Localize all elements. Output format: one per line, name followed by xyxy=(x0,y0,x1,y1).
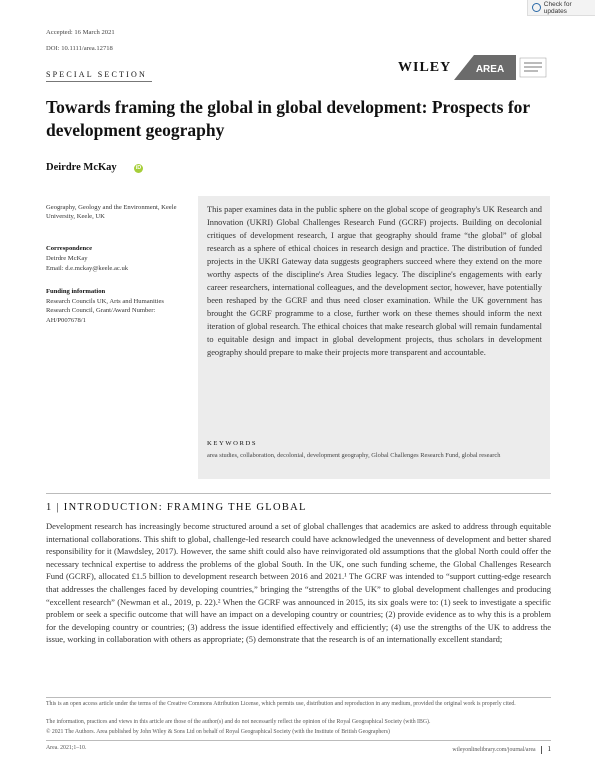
footer-separator xyxy=(541,746,542,754)
orcid-icon[interactable]: iD xyxy=(135,165,142,171)
correspondence-email[interactable]: Email: d.e.mckay@keele.ac.uk xyxy=(46,265,129,272)
doi[interactable]: DOI: 10.1111/area.12718 xyxy=(46,45,113,52)
crossmark-icon xyxy=(532,3,541,12)
footnote-rule xyxy=(46,697,551,698)
check-for-updates-badge[interactable] xyxy=(527,0,595,16)
article-title: Towards framing the global in global development: Prospects for development geography xyxy=(46,97,530,140)
check-updates-label: Check for updates xyxy=(543,0,572,15)
section-rule xyxy=(46,81,152,82)
journal-citation: Area. 2021;1–10. xyxy=(46,745,87,751)
section-heading: 1 | INTRODUCTION: FRAMING THE GLOBAL xyxy=(46,502,307,513)
footer-right xyxy=(452,745,551,754)
wiley-logo: WILEY xyxy=(398,60,452,75)
body-paragraph: Development research has increasingly become structured around a set of global challenges that academics are asked to address through equitable international collaborations. This shift to global, challenge-led research could have acknowledged the unevenness of development and better shared responsibility for it (Mawdsley, 2017). However, the same shift could also have reinvigorated old assumptions that the global North could offer the necessary technical expertise to address the problems of the global South. In the UK, one such funding scheme, the Global Challenges Research Fund (GCRF), allocated £1.5 billion to development research between 2016 and 2021.¹ The GCRF was intended to “support cutting-edge research that addresses the challenges faced by developing countries,” bringing the “strengths of the UK” to global development challenges and producing “excellent research” (Newman et al., 2019, p. 22).² When the GCRF was announced in 2015, its six goals were to: (1) seek to investigate a specific problem or seek a specific outcome that will have an impact on a developing country or countries; (2) provide evidence as to why this is a problem for the developing country or countries; (3) address the issue identified effectively and efficiently; (4) use the strengths of the UK to address the issue, working in collaboration with others as appropriate; (5) demonstrate that the research is of an internationally excellent standard; xyxy=(46,521,551,645)
accepted-date: Accepted: 16 March 2021 xyxy=(46,29,115,36)
copyright-note: © 2021 The Authors. Area published by John Wiley & Sons Ltd on behalf of Royal Geographical Society (with the Institute of British Geographers) xyxy=(46,729,390,735)
svg-text:AREA: AREA xyxy=(475,64,505,75)
keywords-list: area studies, collaboration, decolonial, development geography, Global Challenges Research Fund, global research xyxy=(207,452,501,459)
affiliation: Geography, Geology and the Environment, Keele University, Keele, UK xyxy=(46,204,177,221)
keywords-heading: KEYWORDS xyxy=(207,440,258,447)
license-note: This is an open access article under the terms of the Creative Commons Attribution License, which permits use, distribution and reproduction in any medium, provided the original work is properly cited. xyxy=(46,701,516,707)
correspondence-heading: Correspondence xyxy=(46,245,93,252)
funding-text: Research Councils UK, Arts and Humanities Research Council, Grant/Award Number: AH/P007678/1 xyxy=(46,298,164,324)
funding-heading: Funding information xyxy=(46,288,106,295)
journal-url[interactable]: wileyonlinelibrary.com/journal/area xyxy=(452,747,536,753)
section-label: SPECIAL SECTION xyxy=(46,70,147,79)
correspondence-name: Deirdre McKay xyxy=(46,255,88,262)
author-name[interactable]: Deirdre McKay xyxy=(46,162,117,173)
abstract-text: This paper examines data in the public sphere on the global scope of geography's UK Research and Innovation (UKRI) Global Challenges Research Fund (GCRF) projects. Building on decolonial critiques of development research, I argue that geography should frame “the global” of global research as a sphere of ethical choices in research design and practice. The distribution of funded projects in the UKRI Gateway data suggests geographers succeed where they extend on the more worthy aspects of the discipline's Area Studies legacy. The discipline's engagements with early career researchers, international colleagues, and the development sector, however, have potentially been reshaped by the GCRF and thus need closer examination. While the UK government has brought the GCRF programme to a close, further work on these themes should inform the next iteration of global research. The ethical choices that make research global will remain fundamental to equitable design and impact in global development projects, thus scholars in development geography should prepare to make their projects more transparent and accountable. xyxy=(207,205,542,357)
disclaimer-note: The information, practices and views in this article are those of the author(s) and do not necessarily reflect the opinion of the Royal Geographical Society (with IBG). xyxy=(46,719,431,725)
footer-rule xyxy=(46,740,551,741)
area-journal-logo xyxy=(454,55,549,80)
page-number: 1 xyxy=(547,745,551,753)
section-divider xyxy=(46,493,551,494)
